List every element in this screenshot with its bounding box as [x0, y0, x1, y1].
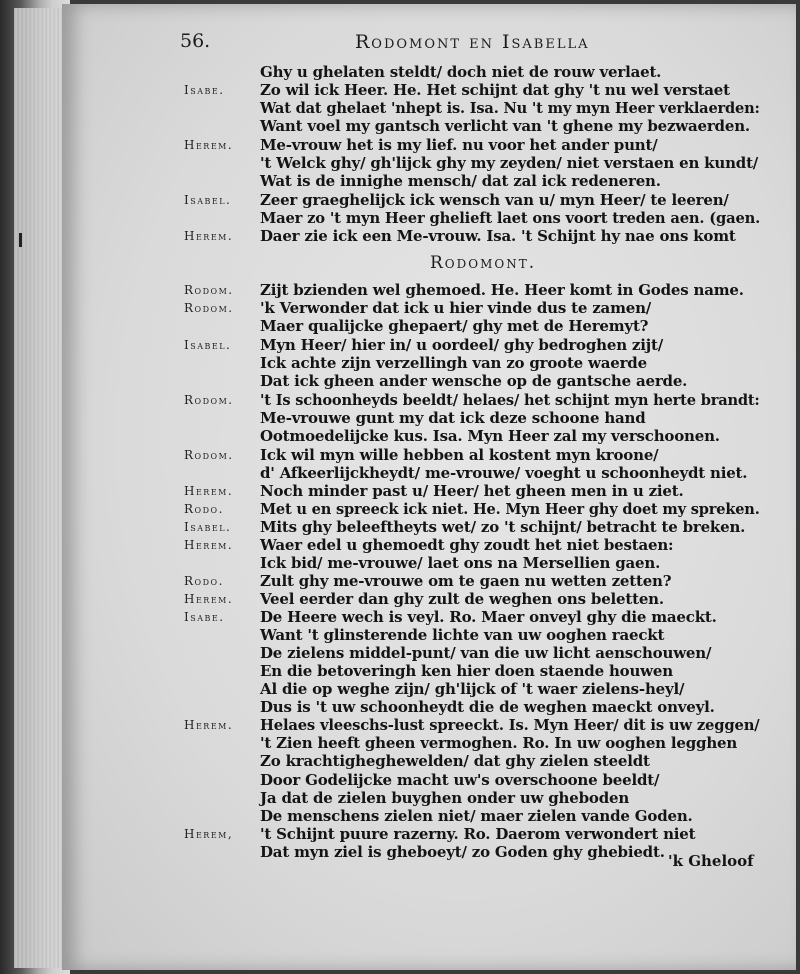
verse-text-line: Ootmoedelijcke kus. Isa. Myn Heer zal my verschoonen. — [260, 427, 720, 445]
verse-text-line: Zijt bzienden wel ghemoed. He. Heer komt in Godes name. — [260, 281, 744, 299]
verse-line — [0, 172, 800, 190]
verse-line — [0, 409, 800, 427]
verse-text-line: Noch minder past u/ Heer/ het gheen men in u ziet. — [260, 482, 684, 500]
verse-text-line: Myn Heer/ hier in/ u oordeel/ ghy bedroghen zijt/ — [260, 336, 663, 354]
verse-line — [0, 518, 800, 536]
verse-line — [0, 299, 800, 317]
section-heading: Rodomont. — [430, 253, 537, 273]
speaker-label: Rodom. — [184, 393, 234, 407]
speaker-label: Isabe. — [184, 83, 225, 97]
verse-text-line: Me-vrouw het is my lief. nu voor het ander punt/ — [260, 136, 658, 154]
verse-line — [0, 771, 800, 789]
speaker-label: Isabel. — [184, 193, 232, 207]
speaker-label: Isabel. — [184, 520, 232, 534]
verse-text-line: Door Godelijcke macht uw's overschoone beeldt/ — [260, 771, 660, 789]
verse-text-line: Dat myn ziel is gheboeyt/ zo Goden ghy ghebiedt. — [260, 843, 665, 861]
verse-line — [0, 427, 800, 445]
verse-text-line: Zeer graeghelijck ick wensch van u/ myn Heer/ te leeren/ — [260, 191, 729, 209]
verse-text-line: 't Is schoonheyds beeldt/ helaes/ het schijnt myn herte brandt: — [260, 391, 760, 409]
verse-line — [0, 734, 800, 752]
verse-text-line: Wat dat ghelaet 'nhept is. Isa. Nu 't my myn Heer verklaerden: — [260, 99, 760, 117]
verse-text-line: 't Zien heeft gheen vermoghen. Ro. In uw ooghen legghen — [260, 734, 738, 752]
verse-text-line: 't Welck ghy/ gh'lijck ghy my zeyden/ niet verstaen en kundt/ — [260, 154, 759, 172]
verse-line — [0, 464, 800, 482]
speaker-label: Rodo. — [184, 574, 224, 588]
speaker-label: Herem. — [184, 138, 234, 152]
verse-line — [0, 63, 800, 81]
speaker-label: Isabel. — [184, 338, 232, 352]
verse-text-line: Helaes vleeschs-lust spreeckt. Is. Myn Heer/ dit is uw zeggen/ — [260, 716, 760, 734]
speaker-label: Herem. — [184, 229, 234, 243]
verse-text-line: Met u en spreeck ick niet. He. Myn Heer ghy doet my spreken. — [260, 500, 760, 518]
verse-text-line: De Heere wech is veyl. Ro. Maer onveyl ghy die maeckt. — [260, 608, 717, 626]
verse-text-line: Want 't glinsterende lichte van uw ooghen raeckt — [260, 626, 665, 644]
verse-text-line: Ick bid/ me-vrouwe/ laet ons na Mersellien gaen. — [260, 554, 661, 572]
verse-text-line: De zielens middel-punt/ van die uw licht aenschouwen/ — [260, 644, 712, 662]
verse-text-line: Ick wil myn wille hebben al kostent myn kroone/ — [260, 446, 659, 464]
verse-line — [0, 372, 800, 390]
page-number: 56. — [180, 30, 211, 52]
verse-text-line: Me-vrouwe gunt my dat ick deze schoone hand — [260, 409, 646, 427]
verse-text-line: En die betoveringh ken hier doen staende houwen — [260, 662, 673, 680]
speaker-label: Rodom. — [184, 448, 234, 462]
verse-text-line: Want voel my gantsch verlicht van 't ghene my bezwaerden. — [260, 117, 750, 135]
verse-text-line: Ghy u ghelaten steldt/ doch niet de rouw verlaet. — [260, 63, 662, 81]
verse-text-line: Dat ick gheen ander wensche op de gantsche aerde. — [260, 372, 688, 390]
verse-text-line: Dus is 't uw schoonheydt die de weghen maeckt onveyl. — [260, 698, 715, 716]
verse-line — [0, 227, 800, 245]
verse-line — [0, 99, 800, 117]
verse-line — [0, 317, 800, 335]
verse-text-line: Maer zo 't myn Heer ghelieft laet ons voort treden aen. (gaen. — [260, 209, 761, 227]
verse-line — [0, 789, 800, 807]
verse-line — [0, 191, 800, 209]
verse-text-line: Daer zie ick een Me-vrouw. Isa. 't Schijnt hy nae ons komt — [260, 227, 736, 245]
verse-text-line: Wat is de innighe mensch/ dat zal ick redeneren. — [260, 172, 661, 190]
speaker-label: Herem. — [184, 538, 234, 552]
verse-line — [0, 716, 800, 734]
speaker-label: Rodom. — [184, 283, 234, 297]
verse-line — [0, 81, 800, 99]
speaker-label: Rodo. — [184, 502, 224, 516]
verse-line — [0, 807, 800, 825]
speaker-label: Rodom. — [184, 301, 234, 315]
verse-text-line: De menschens zielen niet/ maer zielen vande Goden. — [260, 807, 693, 825]
verse-text-line: Maer qualijcke ghepaert/ ghy met de Heremyt? — [260, 317, 649, 335]
verse-line — [0, 572, 800, 590]
verse-line — [0, 590, 800, 608]
verse-line — [0, 662, 800, 680]
speaker-label: Herem. — [184, 718, 234, 732]
verse-text-line: 'k Verwonder dat ick u hier vinde dus te zamen/ — [260, 299, 652, 317]
verse-text-line: 't Schijnt puure razerny. Ro. Daerom verwondert niet — [260, 825, 696, 843]
verse-line — [0, 536, 800, 554]
running-head: Rodomont en Isabella — [355, 31, 590, 53]
speaker-label: Herem. — [184, 592, 234, 606]
verse-text-line: Zo wil ick Heer. He. Het schijnt dat ghy 't nu wel verstaet — [260, 81, 730, 99]
verse-text-line: Zo krachtigheghewelden/ dat ghy zielen steeldt — [260, 752, 650, 770]
verse-line — [0, 281, 800, 299]
verse-line — [0, 698, 800, 716]
verse-text-line: Veel eerder dan ghy zult de weghen ons beletten. — [260, 590, 664, 608]
catchword: 'k Gheloof — [668, 852, 754, 870]
verse-text-line: Zult ghy me-vrouwe om te gaen nu wetten zetten? — [260, 572, 672, 590]
verse-text-line: Waer edel u ghemoedt ghy zoudt het niet bestaen: — [260, 536, 674, 554]
verse-text-line: Ja dat de zielen buyghen onder uw gheboden — [260, 789, 630, 807]
verse-line — [0, 354, 800, 372]
verse-line — [0, 446, 800, 464]
verse-line — [0, 554, 800, 572]
verse-line — [0, 608, 800, 626]
verse-line — [0, 752, 800, 770]
verse-text-line: Al die op weghe zijn/ gh'lijck of 't waer zielens-heyl/ — [260, 680, 685, 698]
verse-line — [0, 154, 800, 172]
speaker-label: Isabe. — [184, 610, 225, 624]
verse-line — [0, 391, 800, 409]
verse-line — [0, 680, 800, 698]
verse-text-line: Ick achte zijn verzellingh van zo groote waerde — [260, 354, 647, 372]
speaker-label: Herem. — [184, 484, 234, 498]
verse-line — [0, 644, 800, 662]
verse-line — [0, 500, 800, 518]
verse-line — [0, 136, 800, 154]
verse-line — [0, 825, 800, 843]
verse-line — [0, 482, 800, 500]
verse-line — [0, 117, 800, 135]
verse-line — [0, 209, 800, 227]
verse-line — [0, 336, 800, 354]
speaker-label: Herem, — [184, 827, 234, 841]
verse-text-line: d' Afkeerlijckheydt/ me-vrouwe/ voeght u schoonheydt niet. — [260, 464, 748, 482]
verse-text-line: Mits ghy beleeftheyts wet/ zo 't schijnt/ betracht te breken. — [260, 518, 746, 536]
verse-line — [0, 626, 800, 644]
